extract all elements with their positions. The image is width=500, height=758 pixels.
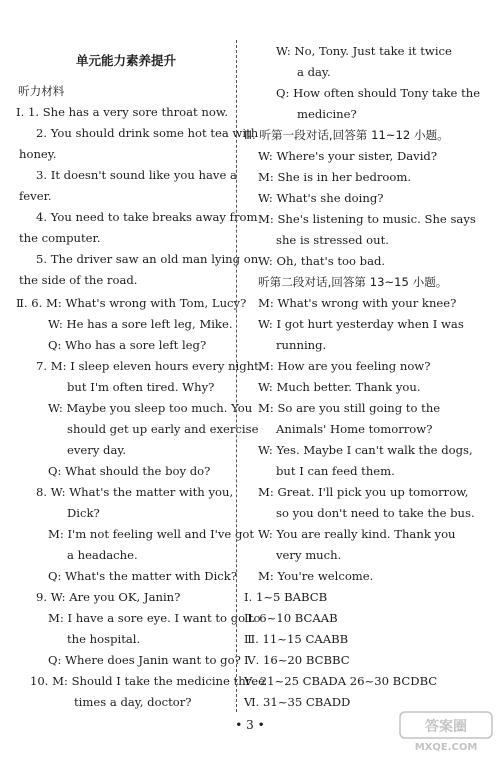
text-line: she is stressed out. xyxy=(276,233,389,247)
text-line: times a day, doctor? xyxy=(74,695,192,709)
text-line: Q: What should the boy do? xyxy=(48,464,211,478)
answer-line: Ⅰ. 1~5 BABCB xyxy=(244,590,328,604)
text-line: M: You're welcome. xyxy=(258,569,374,583)
watermark-url: MXQE.COM xyxy=(414,742,478,753)
column-divider xyxy=(236,40,237,712)
text-line: every day. xyxy=(67,443,127,457)
text-line: 7. M: I sleep eleven hours every night, xyxy=(36,359,263,373)
text-line: M: What's wrong with your knee? xyxy=(258,296,457,310)
answer-line: Ⅲ. 11~15 CAABB xyxy=(244,632,349,646)
text-line: Ⅰ. 1. She has a very sore throat now. xyxy=(16,105,229,119)
text-line: W: No, Tony. Just take it twice xyxy=(276,44,452,58)
text-line: Q: Who has a sore left leg? xyxy=(48,338,207,352)
watermark-logo xyxy=(398,710,494,754)
text-line: Q: What's the matter with Dick? xyxy=(48,569,238,583)
text-line: 3. It doesn't sound like you have a xyxy=(36,168,237,182)
section-label: 听力材料 xyxy=(18,84,65,98)
text-line: M: So are you still going to the xyxy=(258,401,441,415)
text-line: M: Great. I'll pick you up tomorrow, xyxy=(258,485,469,499)
text-line: running. xyxy=(276,338,327,352)
text-line: W: Maybe you sleep too much. You xyxy=(48,401,253,415)
text-line: a headache. xyxy=(67,548,138,562)
text-line: medicine? xyxy=(297,107,357,121)
text-line: the hospital. xyxy=(67,632,141,646)
text-line: M: She is in her bedroom. xyxy=(258,170,412,184)
answer-line: Ⅵ. 31~35 CBADD xyxy=(244,695,351,709)
answer-line: Ⅴ. 21~25 CBADA 26~30 BCDBC xyxy=(244,674,438,688)
text-line: W: Oh, that's too bad. xyxy=(258,254,386,268)
text-line: W: He has a sore left leg, Mike. xyxy=(48,317,233,331)
text-line: Q: Where does Janin want to go? xyxy=(48,653,241,667)
text-line: W: What's she doing? xyxy=(258,191,384,205)
text-line: W: Where's your sister, David? xyxy=(258,149,438,163)
text-line: Dick? xyxy=(67,506,100,520)
text-line: W: Much better. Thank you. xyxy=(258,380,421,394)
text-line: the computer. xyxy=(19,231,101,245)
text-line: but I'm often tired. Why? xyxy=(67,380,215,394)
text-line: W: Yes. Maybe I can't walk the dogs, xyxy=(258,443,473,457)
text-line: 9. W: Are you OK, Janin? xyxy=(36,590,181,604)
text-line: Ⅲ. 听第一段对话,回答第 11~12 小题。 xyxy=(244,128,449,142)
watermark-text: 答案圈 xyxy=(425,719,467,735)
text-line: so you don't need to take the bus. xyxy=(276,506,475,520)
text-line: 8. W: What's the matter with you, xyxy=(36,485,234,499)
text-line: 4. You need to take breaks away from xyxy=(36,210,258,224)
text-line: the side of the road. xyxy=(19,273,138,287)
page-number: • 3 • xyxy=(235,718,265,732)
text-line: M: I have a sore eye. I want to go to xyxy=(48,611,261,625)
text-line: W: I got hurt yesterday when I was xyxy=(258,317,464,331)
text-line: should get up early and exercise xyxy=(67,422,259,436)
text-line: very much. xyxy=(276,548,342,562)
answer-line: Ⅳ. 16~20 BCBBC xyxy=(244,653,350,667)
text-line: M: How are you feeling now? xyxy=(258,359,431,373)
text-line: Q: How often should Tony take the xyxy=(276,86,481,100)
text-line: 10. M: Should I take the medicine three xyxy=(30,674,265,688)
text-line: 听第二段对话,回答第 13~15 小题。 xyxy=(258,275,448,289)
text-line: but I can feed them. xyxy=(276,464,395,478)
text-line: 2. You should drink some hot tea with xyxy=(36,126,259,140)
text-line: Animals' Home tomorrow? xyxy=(276,422,433,436)
text-line: a day. xyxy=(297,65,331,79)
text-line: fever. xyxy=(19,189,52,203)
text-line: honey. xyxy=(19,147,57,161)
section-title: 单元能力素养提升 xyxy=(76,53,177,68)
text-line: Ⅱ. 6. M: What's wrong with Tom, Lucy? xyxy=(16,296,247,310)
text-line: 5. The driver saw an old man lying on xyxy=(36,252,259,266)
text-line: M: She's listening to music. She says xyxy=(258,212,476,226)
answer-line: Ⅱ. 6~10 BCAAB xyxy=(244,611,338,625)
text-line: M: I'm not feeling well and I've got xyxy=(48,527,254,541)
text-line: W: You are really kind. Thank you xyxy=(258,527,456,541)
